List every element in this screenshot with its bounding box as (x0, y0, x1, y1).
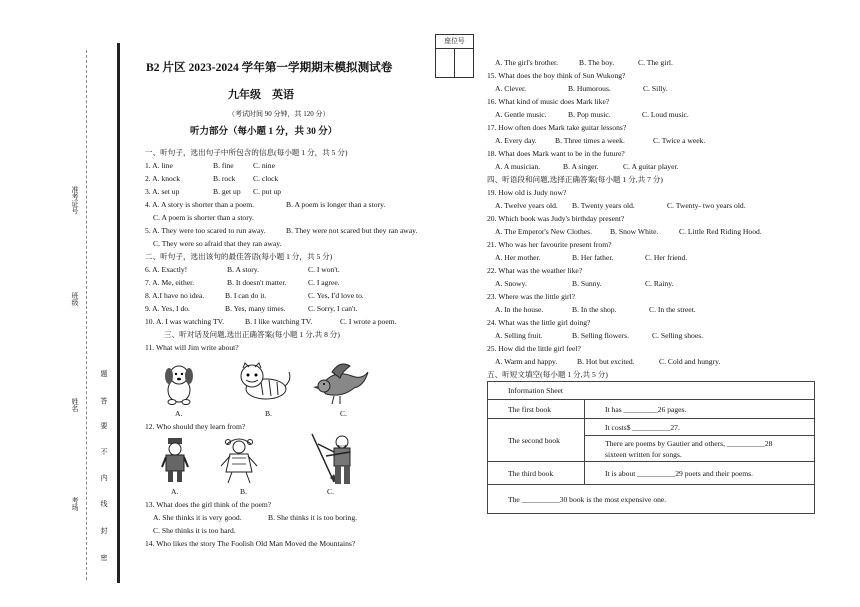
question-5: 5. A. They were too scared to run away. B. They were not scared but they ran away. (145, 226, 418, 235)
grade-subject: 九年级 英语 (228, 89, 294, 101)
part2-heading: 二、听句子，选出该句的最佳答语(每小题 1 分，共 5 分) (145, 252, 333, 261)
row-third-book-text[interactable]: It is about __________29 poets and their poems. (585, 462, 815, 485)
listening-title: 听力部分（每小题 1 分，共 30 分） (190, 127, 338, 137)
question-5-c: C. They were so afraid that they ran away. (153, 239, 282, 248)
part1-heading: 一、听句子，选出句子中所包含的信息(每小题 1 分，共 5 分) (145, 148, 348, 157)
question-12: 12. Who should they learn from? (145, 422, 246, 431)
question-23-options: A. In the house. B. In the shop. C. In the street. (495, 305, 696, 314)
q12-option-a-label: A. (171, 487, 179, 496)
question-24: 24. What was the little girl doing? (487, 318, 591, 327)
question-23: 23. Where was the little girl? (487, 292, 576, 301)
table-title: Information Sheet (488, 382, 815, 400)
exam-number-label: 准考证号 (71, 186, 79, 214)
question-20-options: A. The Emperor's New Clothes. B. Snow White. C. Little Red Riding Hood. (495, 227, 762, 236)
q12-option-b-label: B. (240, 487, 247, 496)
question-25: 25. How did the little girl feel? (487, 344, 581, 353)
seal-char: 答 (100, 397, 108, 404)
question-17: 17. How often does Mark take guitar lessons? (487, 123, 627, 132)
question-20: 20. Which book was Judy's birthday present? (487, 214, 625, 223)
class-label: 班级 (71, 292, 79, 306)
question-19: 19. How old is Judy now? (487, 188, 567, 197)
name-label: 姓名 (71, 398, 79, 412)
part4-heading: 四、听语段和问题,选择正确答案(每小题 1 分,共 7 分) (487, 175, 663, 184)
question-2: 2. A. knock B. rock C. clock (145, 174, 279, 183)
seat-number-box[interactable] (435, 34, 474, 78)
row-expensive-book-text[interactable]: The __________30 book is the most expensive one. (488, 485, 815, 514)
tiger-image[interactable] (236, 362, 292, 402)
question-11: 11. What will Jim write about? (145, 343, 239, 352)
binding-dashed-line (86, 50, 87, 580)
question-22-options: A. Snowy. B. Sunny. C. Rainy. (495, 279, 674, 288)
row-first-book-text[interactable]: It has _________26 pages. (585, 400, 815, 419)
exam-room-label: 考场 (71, 497, 79, 511)
information-sheet-table (487, 381, 815, 514)
row-first-book-label: The first book (488, 400, 585, 419)
exam-info: （考试时间 90 分钟，共 120 分） (228, 110, 330, 118)
seal-char: 封 (100, 527, 108, 534)
question-13-options: A. She thinks it is very good. B. She thinks it is too boring. (153, 513, 358, 522)
question-7: 7. A. Me, either. B. It doesn't matter. C. I agree. (145, 278, 340, 287)
question-8: 8. A.I have no idea. B. I can do it. C. Yes, I'd love to. (145, 291, 364, 300)
seal-char: 要 (100, 422, 108, 429)
question-15: 15. What does the boy think of Sun Wukong? (487, 71, 626, 80)
seal-char: 内 (100, 474, 108, 481)
question-21: 21. Who was her favourite present from? (487, 240, 612, 249)
question-19-options: A. Twelve years old. B. Twenty years old. C. Twenty- two years old. (495, 201, 746, 210)
part5-heading: 五、听短文填空(每小题 1 分,共 5 分) (487, 370, 608, 379)
q12-option-c-label: C. (327, 487, 334, 496)
question-10: 10. A. I was watching TV. B. I like watching TV. C. I wrote a poem. (145, 317, 397, 326)
question-17-options: A. Every day. B. Three times a week. C. Twice a week. (495, 136, 706, 145)
seal-char: 线 (100, 500, 108, 507)
seal-char: 题 (100, 370, 108, 377)
row-second-book-label: The second book (488, 419, 585, 462)
row-second-book-cost[interactable]: It costs$ __________27. (585, 419, 815, 436)
question-13-c: C. She thinks it is too hard. (153, 526, 236, 535)
question-13: 13. What does the girl think of the poem? (145, 500, 272, 509)
police-officer-image[interactable] (160, 437, 190, 483)
dog-toy-image[interactable] (158, 362, 200, 406)
seal-char: 不 (100, 448, 108, 455)
question-22: 22. What was the weather like? (487, 266, 583, 275)
question-1: 1. A. line B. fine C. nine (145, 161, 275, 170)
bird-image[interactable] (312, 358, 370, 406)
question-15-options: A. Clever. B. Humorous. C. Silly. (495, 84, 668, 93)
question-16-options: A. Gentle music. B. Pop music. C. Loud music. (495, 110, 689, 119)
part3-heading: 三、听对话及问题,选出正确答案(每小题 1 分,共 8 分) (164, 330, 340, 339)
binding-thick-line (117, 43, 120, 583)
old-man-digging-image[interactable] (304, 430, 360, 486)
question-21-options: A. Her mother. B. Her father. C. Her friend. (495, 253, 688, 262)
question-6: 6. A. Exactly! B. A story. C. I won't. (145, 265, 340, 274)
question-18-options: A. A musician. B. A singer. C. A guitar player. (495, 162, 679, 171)
question-3: 3. A. set up B. get up C. put up (145, 187, 282, 196)
question-4: 4. A. A story is shorter than a poem. B. A poem is longer than a story. (145, 200, 386, 209)
q11-option-c-label: C. (340, 409, 347, 418)
seat-number-label: 座位号 (436, 35, 473, 49)
question-16: 16. What kind of music does Mark like? (487, 97, 610, 106)
seal-char: 密 (100, 554, 108, 561)
question-25-options: A. Warm and happy. B. Hot but excited. C. Cold and hungry. (495, 357, 721, 366)
q11-option-a-label: A. (175, 409, 183, 418)
question-24-options: A. Selling fruit. B. Selling flowers. C. Selling shoes. (495, 331, 704, 340)
question-18: 18. What does Mark want to be in the future? (487, 149, 625, 158)
question-14-options: A. The girl's brother. B. The boy. C. The girl. (495, 58, 673, 67)
row-third-book-label: The third book (488, 462, 585, 485)
q11-option-b-label: B. (265, 409, 272, 418)
question-4-c: C. A poem is shorter than a story. (153, 213, 254, 222)
exam-title: B2 片区 2023-2024 学年第一学期期末模拟测试卷 (146, 61, 393, 74)
row-second-book-poems[interactable]: There are poems by Gautier and others, __________28 sixteen written for songs. (585, 436, 815, 462)
question-9: 9. A. Yes, I do. B. Yes, many times. C. Sorry, I can't. (145, 304, 358, 313)
opera-singer-image[interactable] (218, 436, 260, 484)
question-14: 14. Who likes the story The Foolish Old Man Moved the Mountains? (145, 539, 356, 548)
